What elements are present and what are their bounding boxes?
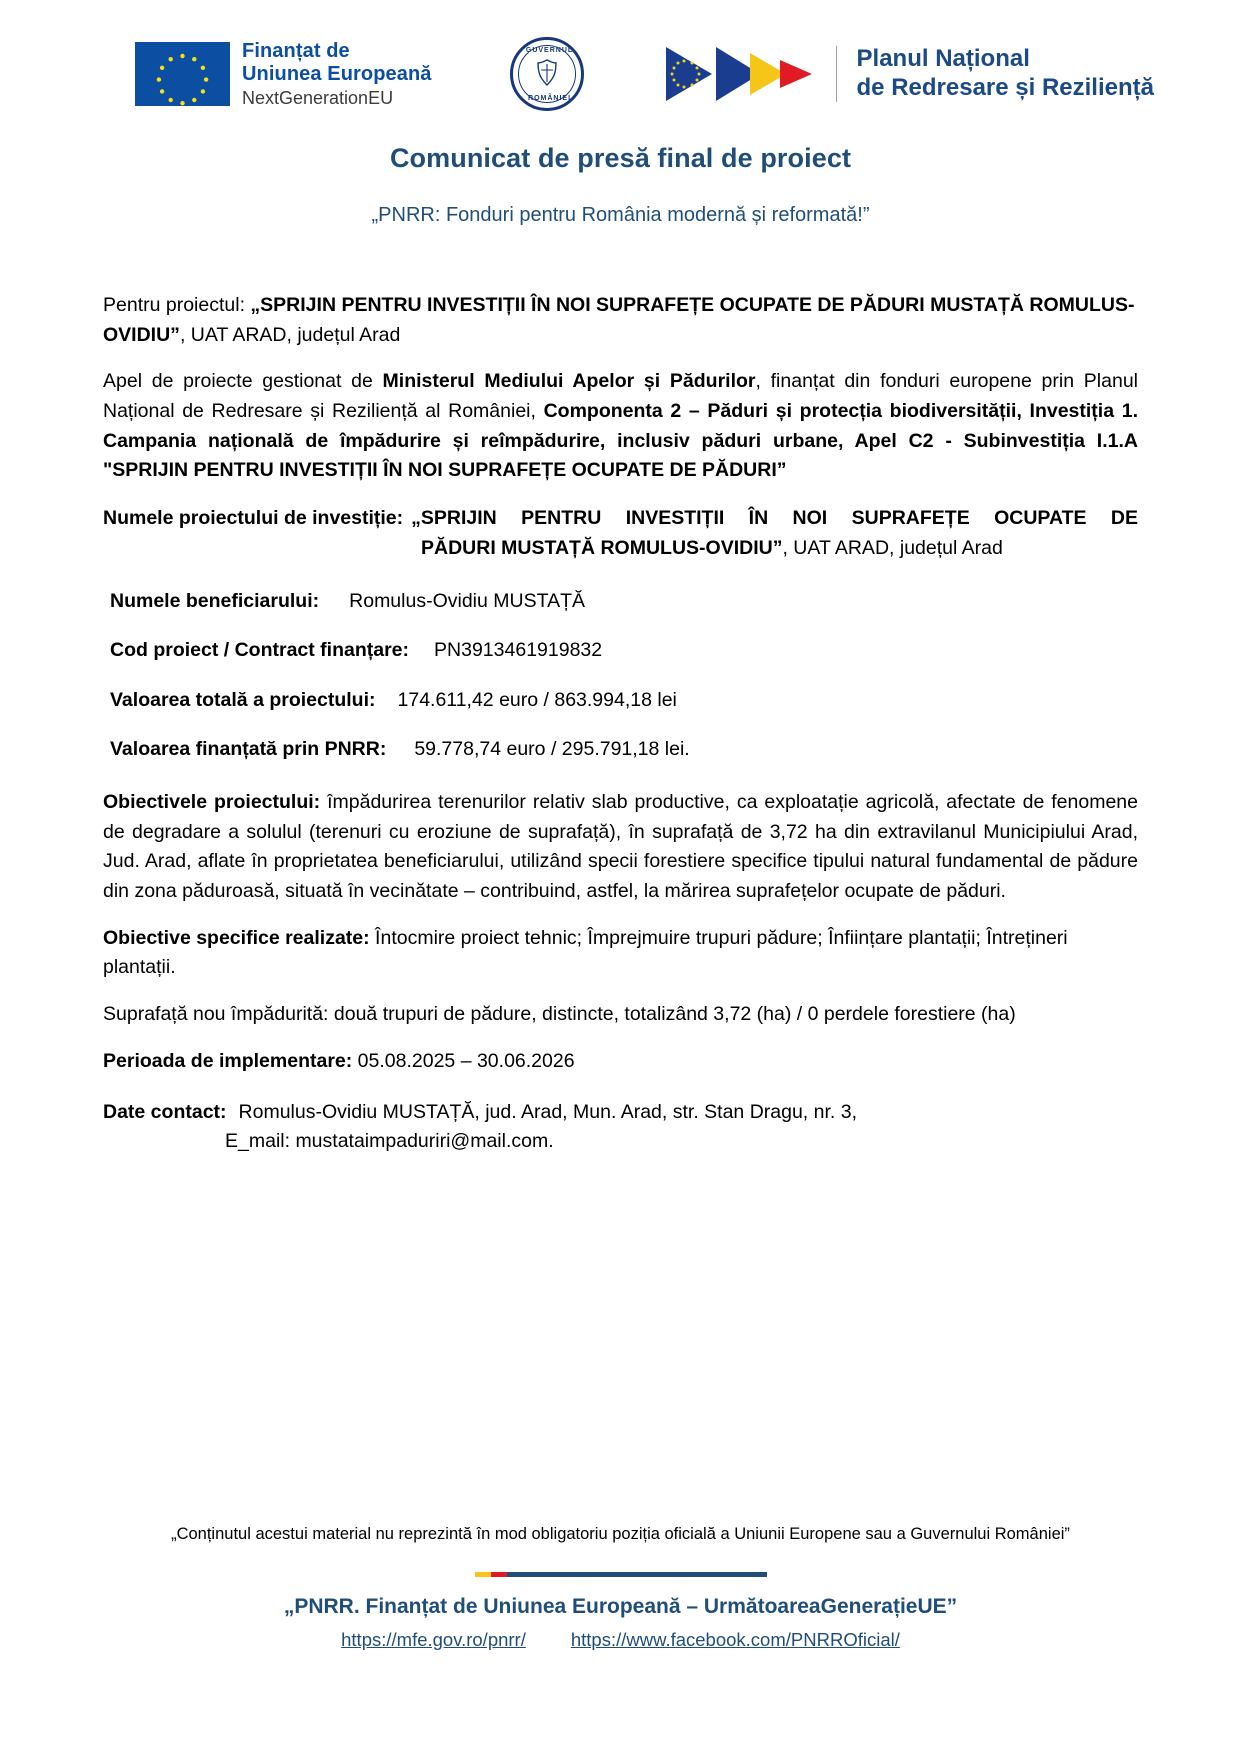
gov-seal-top-text: GUVERNUL xyxy=(525,47,574,54)
eu-funding-logo xyxy=(135,40,432,109)
field-gap xyxy=(376,686,398,715)
specific-objectives-text: Întocmire proiect tehnic; Împrejmuire trupuri pădure; Înființare plantații; Întrețineri plantații. xyxy=(103,926,1068,979)
footer-link-facebook[interactable]: https://www.facebook.com/PNRROficial/ xyxy=(570,1629,900,1650)
gov-seal-bottom-text: ROMÂNIEI xyxy=(528,95,572,102)
field-row-project-code xyxy=(103,636,1138,665)
objectives-text: împădurirea terenurilor relativ slab productive, ca exploatație agricolă, afectate de fenomene de degradare a solulul (terenuri cu eroziune de suprafață), în suprafață de 3,72 ha din extravilanul Municipiului Arad, Jud. Arad, aflate în proprietatea beneficiarului, utilizând specii forestiere specifice tipului natural fundamental de pădure din zona păduroasă, situată în vecinătate – contribuind, astfel, la mărirea suprafețelor ocupate de păduri. xyxy=(103,791,1138,903)
pnrr-logo xyxy=(664,43,1154,105)
footer-rule-yellow xyxy=(475,1572,491,1577)
field-label: Numele beneficiarului: xyxy=(110,590,320,613)
footer-disclaimer: „Conținutul acestui material nu reprezintă în mod obligatoriu poziția oficială a Uniunii Europene sau a Guvernului României” xyxy=(171,1524,1070,1543)
eu-logo-line1: Finanțat de xyxy=(242,39,350,62)
document-content xyxy=(0,291,1241,1157)
intro-paragraph xyxy=(103,291,1138,350)
field-label: Cod proiect / Contract finanțare: xyxy=(110,639,410,662)
footer-rule-red xyxy=(491,1572,507,1577)
contact-line2: E_mail: mustataimpaduriri@mail.com. xyxy=(225,1130,554,1153)
page-subtitle: „PNRR: Fonduri pentru România modernă și reformată!” xyxy=(371,204,870,226)
project-name-value-line1: „SPRIJIN PENTRU INVESTIȚII ÎN NOI SUPRAFEȚE OCUPATE DE xyxy=(411,506,1138,529)
project-name-value-line2-tail: , UAT ARAD, județul Arad xyxy=(782,536,1003,559)
pnrr-arrows-icon xyxy=(664,43,822,105)
project-name-block xyxy=(103,503,1138,563)
project-name-label: Numele proiectului de investiție: xyxy=(103,506,404,529)
specific-objectives-paragraph xyxy=(103,924,1138,983)
logo-bar xyxy=(0,0,1241,108)
footer-links xyxy=(0,1629,1241,1651)
eu-logo-text xyxy=(242,40,432,109)
eu-flag-icon xyxy=(135,42,230,106)
footer-main-text: „PNRR. Finanțat de Uniunea Europeană – UrmătoareaGenerațieUE” xyxy=(283,1595,958,1618)
area-paragraph: Suprafață nou împădurită: două trupuri de pădure, distincte, totalizând 3,72 (ha) / 0 perdele forestiere (ha) xyxy=(103,1002,1016,1025)
footer-rule-blue xyxy=(507,1572,767,1577)
pnrr-divider xyxy=(836,46,837,102)
period-label: Perioada de implementare: xyxy=(103,1049,353,1072)
contact-line1: Romulus-Ovidiu MUSTAȚĂ, jud. Arad, Mun. Arad, str. Stan Dragu, nr. 3, xyxy=(238,1101,857,1124)
field-gap xyxy=(319,587,349,616)
call-ministry: Ministerul Mediului Apelor și Pădurilor xyxy=(382,370,756,393)
field-row-total-value xyxy=(103,686,1138,715)
field-gap xyxy=(409,636,434,665)
call-paragraph xyxy=(103,367,1138,486)
objectives-paragraph xyxy=(103,788,1138,907)
specific-objectives-label: Obiective specifice realizate: xyxy=(103,926,370,949)
field-row-beneficiary xyxy=(103,587,1138,616)
contact-label: Date contact: xyxy=(103,1101,227,1124)
call-component: Componenta 2 – Păduri și protecția biodiversității, Investiția 1. Campania națională de împădurire și reîmpădurire, inclusiv păduri urbane, Apel C2 - Subinvestiția I.1.A "SPRIJIN PENTRU INVESTIȚII ÎN NOI SUPRAFEȚE OCUPATE DE PĂDURI” xyxy=(103,399,1138,482)
field-value: 174.611,42 euro / 863.994,18 lei xyxy=(397,688,677,711)
footer-link-mfe[interactable]: https://mfe.gov.ro/pnrr/ xyxy=(341,1629,526,1650)
contact-block xyxy=(103,1098,1138,1157)
period-paragraph xyxy=(103,1047,1138,1077)
page-footer xyxy=(0,1523,1241,1651)
page-title: Comunicat de presă final de proiect xyxy=(389,143,852,173)
pnrr-logo-line2: de Redresare și Reziliență xyxy=(856,74,1154,101)
field-value: 59.778,74 euro / 295.791,18 lei. xyxy=(414,737,690,760)
field-row-pnrr-value xyxy=(103,735,1138,764)
call-text-2: , finanțat din fonduri europene prin Planul Național de Redresare și Reziliență al României, xyxy=(103,370,1138,422)
call-text-1: Apel de proiecte gestionat de xyxy=(103,370,383,393)
field-label: Valoarea finanțată prin PNRR: xyxy=(110,737,387,760)
field-value: Romulus-Ovidiu MUSTAȚĂ xyxy=(349,590,585,613)
footer-rule xyxy=(475,1572,767,1577)
field-label: Valoarea totală a proiectului: xyxy=(110,688,376,711)
eu-logo-line3: NextGenerationEU xyxy=(242,87,394,108)
intro-label: Pentru proiectul: xyxy=(103,294,251,316)
intro-project-name: „SPRIJIN PENTRU INVESTIȚII ÎN NOI SUPRAFEȚE OCUPATE DE PĂDURI MUSTAȚĂ ROMULUS-OVIDIU” xyxy=(103,294,1135,346)
objectives-label: Obiectivele proiectului: xyxy=(103,791,321,814)
romanian-government-logo xyxy=(510,37,584,111)
project-name-value-line2: PĂDURI MUSTAȚĂ ROMULUS-OVIDIU” xyxy=(421,536,783,559)
field-gap xyxy=(386,735,414,764)
pnrr-logo-line1: Planul Național xyxy=(856,45,1030,73)
pnrr-logo-text xyxy=(857,45,1154,103)
period-value: 05.08.2025 – 30.06.2026 xyxy=(352,1049,575,1072)
gov-seal-icon xyxy=(510,37,584,111)
field-value: PN3913461919832 xyxy=(434,639,603,662)
eu-logo-line2: Uniunea Europeană xyxy=(242,62,432,85)
intro-project-tail: , UAT ARAD, județul Arad xyxy=(179,323,401,346)
